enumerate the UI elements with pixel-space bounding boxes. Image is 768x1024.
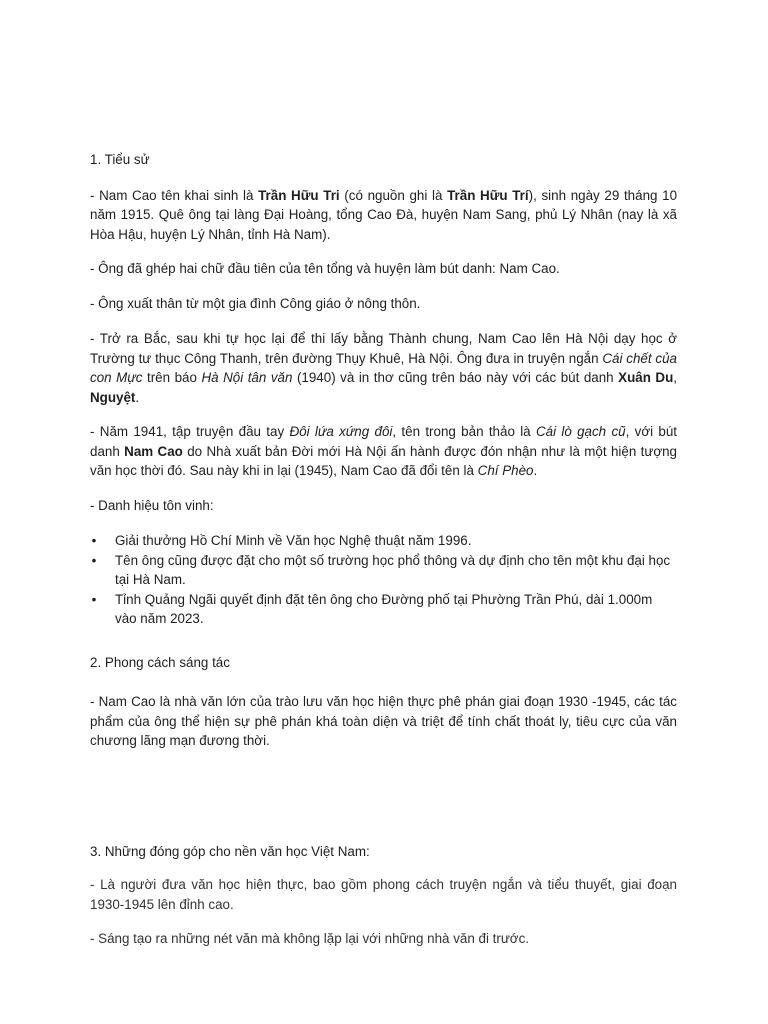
paragraph-birth-name [90, 186, 677, 245]
list-item [90, 551, 677, 590]
italic-title-doi-lua-xung-doi: Đôi lứa xứng đôi [289, 424, 393, 439]
bold-pen-name-nam-cao: Nam Cao [124, 443, 183, 459]
text-run: (có nguồn ghi là [339, 187, 448, 203]
paragraph-contribution-realism: - Là người đưa văn học hiện thực, bao gồm phong cách truyện ngắn và tiểu thuyết, giai đoạn 1930-1945 lên đỉnh cao. [90, 877, 677, 912]
bullet-icon: • [91, 552, 97, 568]
paragraph-pen-name: - Ông đã ghép hai chữ đầu tiên của tên tổng và huyện làm bút danh: Nam Cao. [90, 261, 560, 276]
text-run: , với bút danh [90, 424, 678, 459]
text-run: (1940) và in thơ cũng trên báo này với các bút danh [292, 370, 619, 385]
text-run: - Trở ra Bắc, sau khi tự học lại để thi lấy bằng Thành chung, Nam Cao lên Hà Nội dạy học ở Trường tư thục Công Thanh, trên đường Thụy Khuê, Hà Nội. Ông đưa in truyện ngắn [90, 331, 677, 366]
section-heading-style: 2. Phong cách sáng tác [90, 654, 230, 670]
italic-title-cai-chet-cua-con-muc: Cái chết của con Mực [90, 350, 678, 385]
text-run: , tên trong bản thảo là [392, 424, 536, 439]
text-run: do Nhà xuất bản Đời mới Hà Nội ấn hành được đón nhận như là một hiện tượng văn học thời đó. Sau này khi in lại (1945), Nam Cao đã đổi tên là [90, 443, 677, 478]
italic-title-chi-pheo: Chí Phèo [477, 463, 534, 478]
list-item [90, 531, 677, 551]
paragraph-contribution-originality: - Sáng tạo ra những nét văn mà không lặp lại với những nhà văn đi trước. [90, 931, 529, 946]
section-heading-contributions: 3. Những đóng góp cho nền văn học Việt Nam: [90, 843, 370, 859]
bold-pen-name-nguyet: Nguyệt [90, 389, 136, 405]
paragraph-honors-intro: - Danh hiệu tôn vinh: [90, 497, 214, 513]
text-run: . [533, 463, 538, 478]
bullet-icon: • [91, 591, 97, 607]
honors-list [90, 531, 677, 629]
list-item-text: Tên ông cũng được đặt cho một số trường học phổ thông và dự định cho tên một khu đại học tại Hà Nam. [115, 552, 671, 587]
bold-name-tran-huu-tri-alt: Trần Hữu Trí [447, 187, 529, 203]
italic-title-cai-lo-gach-cu: Cái lò gạch cũ [535, 424, 626, 439]
text-run: - Nam Cao tên khai sinh là [90, 187, 259, 203]
document-page [90, 150, 677, 949]
paragraph-origin: - Ông xuất thân từ một gia đình Công giáo ở nông thôn. [90, 295, 421, 311]
text-run: - Năm 1941, tập truyện đầu tay [90, 424, 290, 439]
section-heading-biography: 1. Tiểu sử [90, 152, 150, 167]
bold-pen-name-xuan-du: Xuân Du [618, 370, 674, 385]
list-item-text: Giải thưởng Hồ Chí Minh về Văn học Nghệ thuật năm 1996. [115, 533, 472, 548]
bold-name-tran-huu-tri: Trần Hữu Tri [258, 187, 340, 203]
list-item [90, 590, 677, 629]
text-run: trên báo [142, 370, 202, 385]
paragraph-style: - Nam Cao là nhà văn lớn của trào lưu văn học hiện thực phê phán giai đoạn 1930 -1945, các tác phẩm của ông thể hiện sự phê phán khá toàn diện và triệt để tính chất thoát ly, tiêu cực của văn chương lãng mạn đương thời. [90, 694, 677, 748]
text-run: ), sinh ngày 29 tháng 10 năm 1915. Quê ông tại làng Đại Hoàng, tổng Cao Đà, huyện Nam Sang, phủ Lý Nhân (nay là xã Hòa Hậu, huyện Lý Nhân, tỉnh Hà Nam). [90, 187, 678, 242]
text-run: , [673, 370, 677, 385]
text-run: . [135, 389, 140, 405]
italic-newspaper-ha-noi-tan-van: Hà Nội tân văn [201, 370, 293, 385]
paragraph-first-book [90, 422, 677, 481]
bullet-icon: • [91, 533, 97, 548]
paragraph-early-career [90, 329, 677, 407]
list-item-text: Tỉnh Quảng Ngãi quyết định đặt tên ông cho Đường phố tại Phường Trần Phú, dài 1.000m vào năm 2023. [115, 591, 653, 626]
